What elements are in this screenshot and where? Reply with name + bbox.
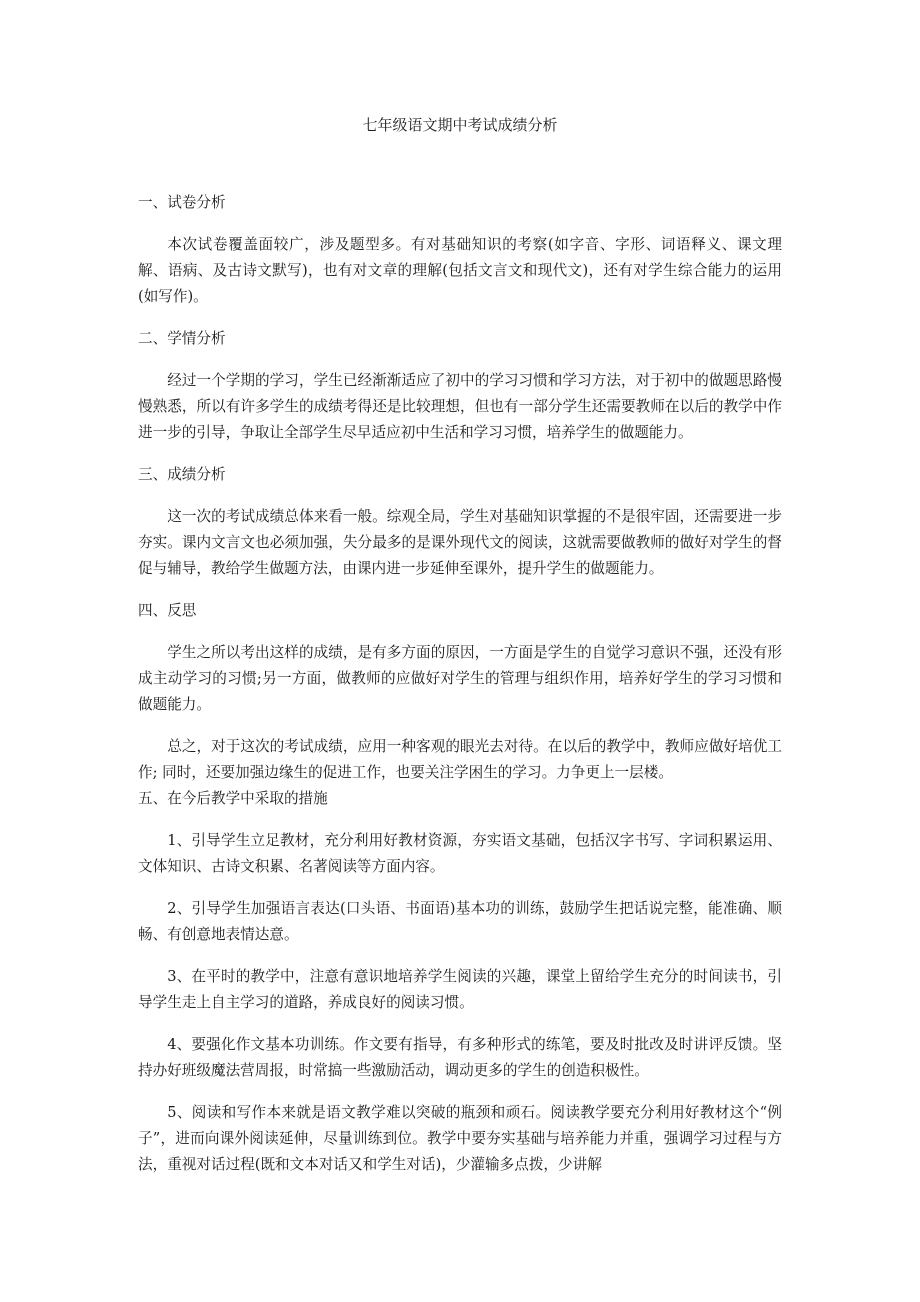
section-heading-reflection: 四、反思 — [138, 602, 197, 619]
measure-item-4: 4、要强化作文基本功训练。作文要有指导，有多种形式的练笔，要及时批改及时讲评反馈。坚持办好班级魔法营周报，时常搞一些激励活动，调动更多的学生的创造积极性。 — [138, 1036, 782, 1079]
paragraph: 这一次的考试成绩总体来看一般。综观全局，学生对基础知识掌握的不是很牢固，还需要进一步夯实。课内文言文也必须加强，失分最多的是课外现代文的阅读，这就需要做教师的做好对学生的督促与辅导，教给学生做题方法，由课内进一步延伸至课外，提升学生的做题能力。 — [138, 508, 782, 577]
paragraph: 经过一个学期的学习，学生已经渐渐适应了初中的学习习惯和学习方法，对于初中的做题思路慢慢熟悉，所以有许多学生的成绩考得还是比较理想，但也有一部分学生还需要教师在以后的教学中作进一步的引导，争取让全部学生尽早适应初中生活和学习习惯，培养学生的做题能力。 — [138, 372, 782, 441]
measure-item-2: 2、引导学生加强语言表达(口头语、书面语)基本功的训练，鼓励学生把话说完整，能准确、顺畅、有创意地表情达意。 — [138, 900, 782, 943]
measure-item-5: 5、阅读和写作本来就是语文教学难以突破的瓶颈和顽石。阅读教学要充分利用好教材这个“例子”，进而向课外阅读延伸，尽量训练到位。教学中要夯实基础与培养能力并重，强调学习过程与方法，重视对话过程(既和文本对话又和学生对话)，少灌输多点拨，少讲解 — [138, 1104, 782, 1173]
paragraph: 总之，对于这次的考试成绩，应用一种客观的眼光去对待。在以后的教学中，教师应做好培优工作; 同时，还要加强边缘生的促进工作，也要关注学困生的学习。力争更上一层楼。 — [138, 738, 782, 781]
section-heading-student-analysis: 二、学情分析 — [138, 330, 226, 347]
section-heading-score-analysis: 三、成绩分析 — [138, 466, 226, 483]
measure-item-3: 3、在平时的教学中，注意有意识地培养学生阅读的兴趣，课堂上留给学生充分的时间读书，引导学生走上自主学习的道路，养成良好的阅读习惯。 — [138, 968, 782, 1011]
document-body — [138, 190, 782, 1194]
section-heading-measures: 五、在今后教学中采取的措施 — [138, 790, 328, 807]
paragraph: 学生之所以考出这样的成绩，是有多方面的原因，一方面是学生的自觉学习意识不强，还没有形成主动学习的习惯;另一方面，做教师的应做好对学生的管理与组织作用，培养好学生的学习习惯和做题能力。 — [138, 644, 782, 713]
paragraph: 本次试卷覆盖面较广，涉及题型多。有对基础知识的考察(如字音、字形、词语释义、课文理解、语病、及古诗文默写)，也有对文章的理解(包括文言文和现代文)，还有对学生综合能力的运用(如写作)。 — [138, 236, 782, 305]
measure-item-1: 1、引导学生立足教材，充分利用好教材资源，夯实语文基础，包括汉字书写、字词积累运用、文体知识、古诗文积累、名著阅读等方面内容。 — [138, 832, 782, 875]
document-title: 七年级语文期中考试成绩分析 — [362, 116, 558, 134]
section-heading-exam-analysis: 一、试卷分析 — [138, 194, 226, 211]
